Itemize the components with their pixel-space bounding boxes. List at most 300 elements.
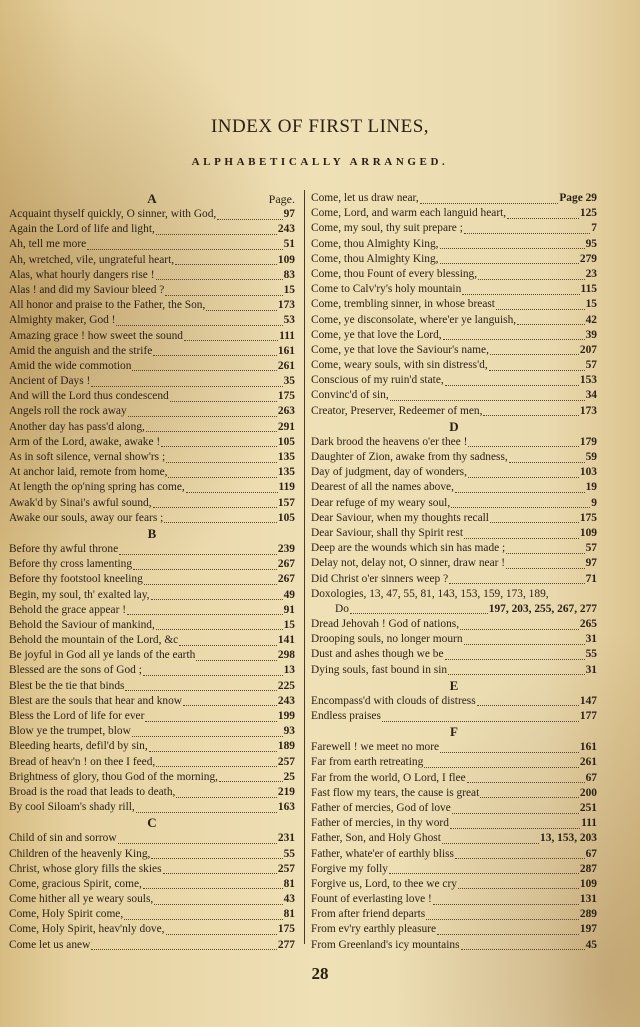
- first-line-text: Come hither all ye weary souls,: [9, 893, 154, 906]
- dot-leader: [437, 925, 579, 935]
- dot-leader: [146, 422, 277, 432]
- dot-leader: [186, 483, 278, 493]
- first-line-text: Come, thou Almighty King,: [311, 237, 439, 250]
- first-line-text: Be joyful in God all ye lands of the earth: [9, 649, 196, 662]
- page-reference: 163: [277, 801, 295, 814]
- first-line-text: Father of mercies, God of love: [311, 801, 451, 814]
- first-line-text: Father, Son, and Holy Ghost: [311, 832, 441, 845]
- first-line-text: Ah, wretched, vile, ungrateful heart,: [9, 253, 175, 266]
- first-line-text: Daughter of Zion, awake from thy sadness,: [311, 451, 508, 463]
- index-entry: [311, 191, 597, 206]
- dot-leader: [183, 696, 277, 706]
- index-entry: [9, 862, 295, 877]
- page-reference: 243: [277, 223, 295, 236]
- dot-leader: [450, 819, 580, 829]
- dot-leader: [461, 940, 585, 950]
- first-line-text: Amid the wide commotion: [9, 359, 132, 372]
- first-line-text: From Greenland's icy mountains: [311, 938, 460, 951]
- page-reference: 9: [591, 496, 597, 509]
- index-entry: [311, 771, 597, 786]
- first-line-text: Child of sin and sorrow: [9, 832, 117, 845]
- first-line-text: As in soft silence, vernal show'rs ;: [9, 451, 166, 463]
- index-entry: [311, 465, 597, 480]
- first-line-text: Doxologies, 13, 47, 55, 81, 143, 153, 159, 173, 189,: [311, 587, 549, 600]
- dot-leader: [184, 331, 278, 341]
- index-entry: [9, 511, 295, 526]
- first-line-text: Come, ye disconsolate, where'er ye languish,: [311, 313, 517, 326]
- index-entry: [9, 633, 295, 648]
- index-entry: [9, 557, 295, 572]
- first-line-text: Convinc'd of sin,: [311, 389, 389, 402]
- first-line-text: And will the Lord thus condescend: [9, 390, 169, 403]
- index-entry: [9, 435, 295, 450]
- index-entry: [311, 526, 597, 541]
- first-line-text: From ev'ry earthly pleasure: [311, 923, 437, 936]
- page-reference: 111: [279, 329, 295, 342]
- index-entry: [9, 831, 295, 846]
- index-entry: [9, 588, 295, 603]
- first-line-text: Creator, Preserver, Redeemer of men,: [311, 404, 483, 417]
- dot-leader: [490, 513, 579, 523]
- page-reference: 261: [277, 359, 295, 372]
- page-reference: 298: [277, 649, 295, 662]
- first-line-text: Alas, what hourly dangers rise !: [9, 268, 155, 281]
- dot-leader: [448, 665, 585, 675]
- page-reference: 7: [591, 222, 597, 235]
- dot-leader: [179, 636, 277, 646]
- index-entry: [311, 450, 597, 465]
- first-line-text: Endless praises: [311, 710, 381, 722]
- page-reference: 105: [277, 511, 295, 524]
- index-entry: [311, 373, 597, 388]
- page-reference: 243: [277, 694, 295, 707]
- index-entry: [311, 358, 597, 373]
- index-entry: [311, 252, 597, 267]
- first-line-text: Deep are the wounds which sin has made ;: [311, 542, 506, 555]
- page-reference: 239: [277, 542, 295, 555]
- first-line-text: Blest are the souls that hear and know: [9, 694, 183, 707]
- dot-leader: [165, 286, 282, 296]
- page-reference: 197: [579, 923, 597, 936]
- first-line-text: All honor and praise to the Father, the Son,: [9, 299, 206, 312]
- section-letter: E: [449, 677, 459, 693]
- page-reference: 103: [579, 466, 597, 479]
- index-entry: [9, 938, 295, 953]
- first-line-text: Christ, whose glory fills the skies: [9, 862, 162, 875]
- first-line-text: Angels roll the rock away: [9, 405, 127, 418]
- section-header-a: [9, 191, 295, 207]
- page-reference: 105: [277, 435, 295, 448]
- index-entry: [9, 572, 295, 587]
- index-entry: [311, 587, 597, 602]
- first-line-text: Delay not, delay not, O sinner, draw near !: [311, 557, 506, 570]
- page-reference: 265: [579, 618, 597, 631]
- index-entry: [311, 602, 597, 617]
- dot-leader: [143, 666, 283, 676]
- first-line-text: Conscious of my ruin'd state,: [311, 374, 444, 387]
- first-line-text: Amazing grace ! how sweet the sound: [9, 329, 183, 342]
- page-reference: 55: [585, 648, 597, 661]
- dot-leader: [445, 376, 579, 386]
- index-entry: [9, 222, 295, 237]
- first-line-text: Come, thou Fount of every blessing,: [311, 267, 478, 280]
- index-entry: [9, 724, 295, 739]
- page-reference: Page 29: [559, 192, 597, 204]
- page-reference: 199: [277, 710, 295, 722]
- first-line-text: Arm of the Lord, awake, awake !: [9, 435, 161, 448]
- dot-leader: [517, 315, 584, 325]
- first-line-text: Far from earth retreating: [311, 756, 424, 769]
- index-entry: [311, 267, 597, 282]
- index-entry: [311, 647, 597, 662]
- index-entry: [311, 786, 597, 801]
- dot-leader: [166, 925, 277, 935]
- page-reference: 35: [283, 375, 295, 388]
- dot-leader: [196, 651, 277, 661]
- index-entry: [311, 740, 597, 755]
- index-entry: [311, 511, 597, 526]
- first-line-text: Alas ! and did my Saviour bleed ?: [9, 283, 165, 296]
- first-line-text: Dear Saviour, shall thy Spirit rest: [311, 526, 464, 539]
- page-reference: 53: [283, 314, 295, 327]
- page-reference: 231: [277, 832, 295, 845]
- first-line-text: Dear refuge of my weary soul,: [311, 496, 451, 509]
- page-reference: 13, 153, 203: [540, 832, 597, 845]
- dot-leader: [119, 545, 277, 555]
- page-reference: 57: [585, 542, 597, 555]
- first-line-text: Ah, tell me more: [9, 238, 87, 251]
- dot-leader: [490, 345, 579, 355]
- dot-leader: [156, 620, 283, 630]
- first-line-text: Do: [335, 602, 349, 615]
- dot-leader: [219, 772, 283, 782]
- first-line-text: Forgive us, Lord, to thee we cry: [311, 877, 457, 890]
- index-entry: [311, 297, 597, 312]
- page-reference: 109: [277, 253, 295, 266]
- page-reference: 31: [585, 663, 597, 676]
- dot-leader: [206, 301, 277, 311]
- page-reference: 15: [283, 618, 295, 631]
- first-line-text: Before thy footstool kneeling: [9, 573, 143, 586]
- left-column: [9, 191, 295, 953]
- dot-leader: [153, 498, 277, 508]
- column-divider: [304, 190, 305, 944]
- dot-leader: [424, 758, 579, 768]
- first-line-text: Children of the heavenly King,: [9, 847, 151, 860]
- dot-leader: [124, 910, 282, 920]
- dot-leader: [145, 712, 277, 722]
- dot-leader: [166, 453, 277, 463]
- index-entry: [311, 877, 597, 892]
- index-entry: [9, 542, 295, 557]
- page-reference: 42: [585, 313, 597, 326]
- page-reference: 131: [579, 893, 597, 906]
- first-line-text: Come, Lord, and warm each languid heart,: [311, 207, 507, 220]
- index-entry: [311, 343, 597, 358]
- first-line-text: Before thy cross lamenting: [9, 558, 133, 571]
- dot-leader: [133, 560, 277, 570]
- page-reference: 109: [579, 526, 597, 539]
- first-line-text: Bread of heav'n ! on thee I feed,: [9, 755, 156, 768]
- index-entry: [9, 313, 295, 328]
- index-entry: [311, 480, 597, 495]
- dot-leader: [154, 895, 282, 905]
- section-header-f: [311, 724, 597, 740]
- index-entry: [311, 328, 597, 343]
- dot-leader: [426, 910, 579, 920]
- index-entry: [311, 556, 597, 571]
- page-reference: 97: [585, 557, 597, 570]
- first-line-text: By cool Siloam's shady rill,: [9, 801, 135, 814]
- page-reference: 57: [585, 359, 597, 372]
- section-header-b: [9, 526, 295, 542]
- index-entry: [311, 831, 597, 846]
- dot-leader: [445, 650, 585, 660]
- index-entry: [311, 892, 597, 907]
- dot-leader: [483, 406, 578, 416]
- page-reference: 91: [283, 603, 295, 616]
- first-line-text: Broad is the road that leads to death,: [9, 785, 176, 798]
- page-title: INDEX OF FIRST LINES,: [210, 116, 430, 137]
- index-entry: [9, 739, 295, 754]
- dot-leader: [143, 879, 283, 889]
- index-entry: [311, 922, 597, 937]
- page-reference: 267: [277, 573, 295, 586]
- index-entry: [9, 877, 295, 892]
- dot-leader: [496, 300, 585, 310]
- first-line-text: Behold the Saviour of mankind,: [9, 618, 155, 631]
- first-line-text: Behold the grace appear !: [9, 603, 127, 616]
- first-line-text: Day of judgment, day of wonders,: [311, 466, 467, 479]
- dot-leader: [389, 864, 579, 874]
- dot-leader: [116, 316, 282, 326]
- page-reference: 279: [579, 252, 597, 265]
- dot-leader: [156, 270, 283, 280]
- dot-leader: [455, 849, 585, 859]
- first-line-text: Come let us anew: [9, 938, 91, 951]
- first-line-text: Ancient of Days !: [9, 375, 91, 388]
- index-entry: [9, 404, 295, 419]
- page-reference: 34: [585, 389, 597, 402]
- page-reference: 267: [277, 558, 295, 571]
- dot-leader: [127, 605, 283, 615]
- index-entry: [311, 907, 597, 922]
- page-reference: 277: [277, 938, 295, 951]
- first-line-text: Encompass'd with clouds of distress: [311, 694, 476, 707]
- page-subtitle: ALPHABETICALLY ARRANGED.: [191, 156, 449, 168]
- index-entry: [311, 694, 597, 709]
- index-entry: [311, 388, 597, 403]
- first-line-text: Bleeding hearts, defil'd by sin,: [9, 740, 148, 753]
- page-reference: 257: [277, 755, 295, 768]
- page-reference: 177: [579, 710, 597, 722]
- page-reference: 119: [278, 481, 295, 494]
- page-reference: 67: [585, 847, 597, 860]
- first-line-text: From after friend departs: [311, 908, 426, 921]
- index-entry: [9, 922, 295, 937]
- page-reference: 135: [277, 466, 295, 479]
- index-entry: [9, 420, 295, 435]
- index-entry: [9, 450, 295, 465]
- page-reference: 141: [277, 634, 295, 647]
- first-line-text: Again the Lord of life and light,: [9, 223, 155, 236]
- section-letter: A: [147, 191, 157, 206]
- page-reference: 25: [283, 770, 295, 783]
- dot-leader: [464, 529, 579, 539]
- dot-leader: [161, 437, 277, 447]
- dot-leader: [433, 895, 579, 905]
- index-entry: [9, 907, 295, 922]
- page-reference: 15: [585, 298, 597, 311]
- dot-leader: [164, 513, 277, 523]
- dot-leader: [144, 575, 277, 585]
- index-entry: [311, 282, 597, 297]
- dot-leader: [136, 803, 277, 813]
- first-line-text: Come, my soul, thy suit prepare ;: [311, 222, 463, 235]
- page-reference: 251: [579, 801, 597, 814]
- first-line-text: Brightness of glory, thou God of the morning,: [9, 770, 219, 783]
- dot-leader: [170, 392, 277, 402]
- index-entry: [9, 847, 295, 862]
- index-entry: [9, 253, 295, 268]
- page-reference: 49: [283, 588, 295, 601]
- first-line-text: Come, trembling sinner, in whose breast: [311, 298, 495, 311]
- page-reference: 161: [277, 344, 295, 357]
- first-line-text: Come, ye that love the Lord,: [311, 328, 442, 341]
- page-reference: 67: [585, 771, 597, 784]
- first-line-text: Awake our souls, away our fears ;: [9, 511, 164, 524]
- index-entry: [311, 404, 597, 419]
- dot-leader: [87, 240, 282, 250]
- page-reference: 31: [585, 633, 597, 646]
- dot-leader: [480, 788, 579, 798]
- page-reference: 257: [277, 862, 295, 875]
- section-letter: C: [147, 815, 157, 831]
- first-line-text: Fount of everlasting love !: [311, 893, 432, 906]
- index-entry: [311, 221, 597, 236]
- index-entry: [311, 755, 597, 770]
- page-reference: 147: [579, 694, 597, 707]
- section-header-c: [9, 815, 295, 831]
- dot-leader: [452, 804, 579, 814]
- index-entry: [9, 496, 295, 511]
- page-reference: 135: [277, 451, 295, 463]
- dot-leader: [151, 590, 283, 600]
- index-entry: [311, 847, 597, 862]
- index-entry: [311, 801, 597, 816]
- index-entry: [9, 465, 295, 480]
- first-line-text: Dread Jehovah ! God of nations,: [311, 618, 460, 631]
- right-column: [311, 191, 597, 953]
- index-entry: [311, 206, 597, 221]
- dot-leader: [163, 864, 277, 874]
- index-entry: [311, 709, 597, 724]
- dot-leader: [478, 270, 585, 280]
- page-reference: 189: [277, 740, 295, 753]
- first-line-text: Forgive my folly: [311, 862, 388, 875]
- page-reference: 59: [585, 451, 597, 463]
- page-reference: 225: [277, 679, 295, 692]
- page-reference: 93: [283, 725, 295, 738]
- dot-leader: [440, 254, 579, 264]
- section-header-d: [311, 419, 597, 435]
- first-line-text: At anchor laid, remote from home,: [9, 466, 168, 479]
- index-entry: [9, 892, 295, 907]
- dot-leader: [477, 696, 579, 706]
- dot-leader: [91, 377, 282, 387]
- first-line-text: Father of mercies, in thy word: [311, 817, 449, 830]
- page-reference: 287: [579, 862, 597, 875]
- index-entry: [311, 938, 597, 953]
- dot-leader: [489, 361, 585, 371]
- index-entry: [9, 480, 295, 495]
- index-entry: [9, 389, 295, 404]
- first-line-text: Come, ye that love the Saviour's name,: [311, 343, 489, 356]
- section-letter: D: [449, 418, 459, 434]
- dot-leader: [440, 239, 585, 249]
- first-line-text: Dying souls, fast bound in sin: [311, 663, 448, 676]
- index-entry: [9, 374, 295, 389]
- index-entry: [9, 755, 295, 770]
- dot-leader: [468, 468, 579, 478]
- first-line-text: Dark brood the heavens o'er thee !: [311, 435, 468, 448]
- dot-leader: [451, 498, 590, 508]
- index-entry: [9, 709, 295, 724]
- page-reference: 51: [283, 238, 295, 251]
- dot-leader: [458, 879, 579, 889]
- page-reference: 125: [579, 207, 597, 220]
- dot-leader: [149, 742, 277, 752]
- index-entry: [9, 207, 295, 222]
- first-line-text: Come, weary souls, with sin distress'd,: [311, 359, 488, 372]
- page-reference: 81: [283, 908, 295, 921]
- index-entry: [9, 694, 295, 709]
- index-entry: [9, 663, 295, 678]
- page-reference: 175: [277, 390, 295, 403]
- first-line-text: Acquaint thyself quickly, O sinner, with God,: [9, 208, 217, 220]
- index-entry: [311, 237, 597, 252]
- index-entry: [9, 800, 295, 815]
- page-reference: 45: [585, 938, 597, 951]
- page-reference: 39: [585, 328, 597, 341]
- dot-leader: [506, 559, 585, 569]
- index-entry: [311, 313, 597, 328]
- dot-leader: [464, 635, 585, 645]
- dot-leader: [468, 437, 579, 447]
- first-line-text: Dearest of all the names above,: [311, 481, 454, 494]
- dot-leader: [462, 285, 579, 295]
- dot-leader: [118, 834, 277, 844]
- page-reference: 43: [283, 893, 295, 906]
- first-line-text: Come, gracious Spirit, come,: [9, 877, 142, 890]
- index-entry: [311, 816, 597, 831]
- index-entry: [311, 496, 597, 511]
- dot-leader: [132, 727, 283, 737]
- first-line-text: Blessed are the sons of God ;: [9, 664, 142, 677]
- page-reference: 197, 203, 255, 267, 277: [488, 602, 597, 615]
- first-line-text: Farewell ! we meet no more: [311, 741, 440, 754]
- first-line-text: Dear Saviour, when my thoughts recall: [311, 511, 489, 524]
- dot-leader: [125, 681, 276, 691]
- dot-leader: [455, 483, 585, 493]
- dot-leader: [420, 194, 559, 204]
- index-entry: [9, 268, 295, 283]
- page-reference: 207: [579, 343, 597, 356]
- first-line-text: Come, Holy Spirit come,: [9, 908, 124, 921]
- dot-leader: [156, 225, 277, 235]
- dot-leader: [132, 361, 276, 371]
- page-number: 28: [311, 964, 329, 983]
